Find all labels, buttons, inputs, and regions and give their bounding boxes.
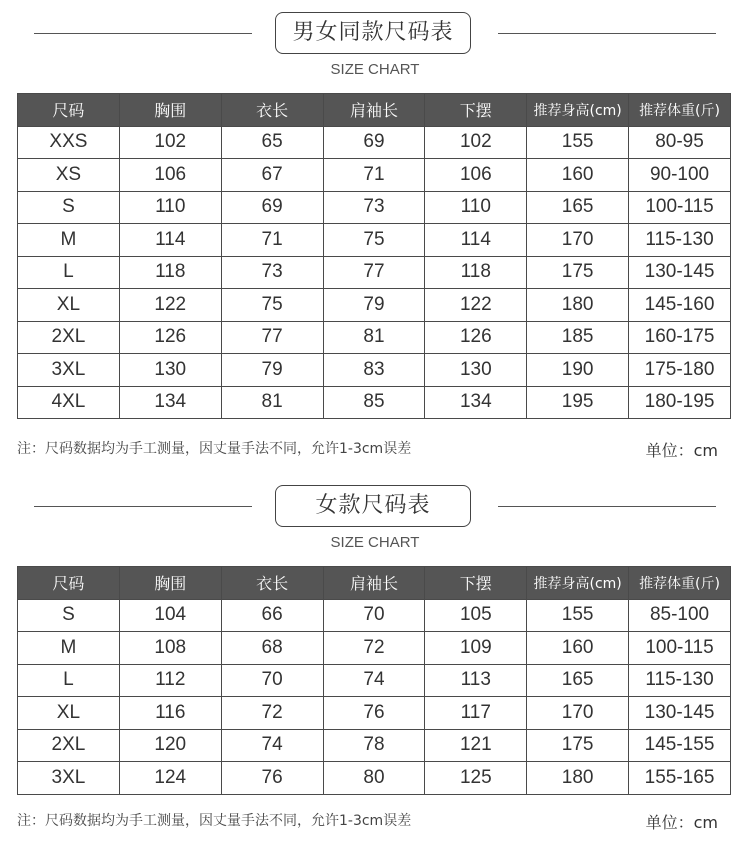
cell-weight: 90-100 [629,159,731,192]
table-row [18,126,731,159]
size-table [17,566,731,795]
cell-length: 65 [221,126,323,159]
cell-weight: 80-95 [629,126,731,159]
cell-size: S [18,599,120,632]
cell-weight: 100-115 [629,632,731,665]
cell-size: XL [18,289,120,322]
cell-weight: 115-130 [629,664,731,697]
cell-length: 67 [221,159,323,192]
table-row [18,386,731,419]
measurement-note: 注：尺码数据均为手工测量，因丈量手法不同，允许1-3cm误差 [17,813,412,829]
column-header-length: 衣长 [221,94,323,127]
cell-chest: 102 [119,126,221,159]
column-header-weight: 推荐体重(斤) [629,94,731,127]
unit-label: 单位：cm [645,441,718,460]
cell-length: 73 [221,256,323,289]
cell-chest: 110 [119,191,221,224]
chart-title-row [0,485,750,529]
cell-height: 180 [527,289,629,322]
chart-title: 男女同款尺码表 [275,12,471,54]
column-header-chest: 胸围 [119,567,221,600]
cell-weight: 160-175 [629,321,731,354]
cell-length: 81 [221,386,323,419]
cell-size: S [18,191,120,224]
cell-height: 160 [527,632,629,665]
cell-size: XXS [18,126,120,159]
column-header-size: 尺码 [18,567,120,600]
cell-shoulder-sleeve: 83 [323,354,425,387]
cell-weight: 130-145 [629,697,731,730]
measurement-note: 注：尺码数据均为手工测量，因丈量手法不同，允许1-3cm误差 [17,441,412,457]
cell-shoulder-sleeve: 69 [323,126,425,159]
cell-shoulder-sleeve: 79 [323,289,425,322]
cell-shoulder-sleeve: 74 [323,664,425,697]
title-divider-right [498,506,716,507]
cell-height: 170 [527,697,629,730]
cell-hem: 126 [425,321,527,354]
cell-weight: 145-160 [629,289,731,322]
title-divider-left [34,506,252,507]
column-header-height: 推荐身高(cm) [527,94,629,127]
cell-length: 75 [221,289,323,322]
cell-size: XL [18,697,120,730]
cell-size: XS [18,159,120,192]
cell-chest: 104 [119,599,221,632]
cell-chest: 114 [119,224,221,257]
cell-weight: 175-180 [629,354,731,387]
table-header-row [18,567,731,600]
table-row [18,762,731,795]
cell-size: 4XL [18,386,120,419]
cell-height: 175 [527,729,629,762]
cell-weight: 180-195 [629,386,731,419]
cell-height: 175 [527,256,629,289]
table-row [18,159,731,192]
cell-hem: 113 [425,664,527,697]
cell-chest: 124 [119,762,221,795]
chart-title-row [0,12,750,56]
cell-hem: 114 [425,224,527,257]
column-header-shoulder-sleeve: 肩袖长 [323,94,425,127]
table-row [18,289,731,322]
cell-chest: 134 [119,386,221,419]
column-header-hem: 下摆 [425,94,527,127]
cell-size: 2XL [18,321,120,354]
cell-length: 69 [221,191,323,224]
cell-shoulder-sleeve: 73 [323,191,425,224]
cell-chest: 108 [119,632,221,665]
cell-chest: 112 [119,664,221,697]
cell-length: 70 [221,664,323,697]
cell-weight: 145-155 [629,729,731,762]
cell-shoulder-sleeve: 75 [323,224,425,257]
cell-size: 3XL [18,762,120,795]
cell-chest: 116 [119,697,221,730]
size-table [17,93,731,419]
cell-hem: 125 [425,762,527,795]
cell-height: 190 [527,354,629,387]
cell-shoulder-sleeve: 70 [323,599,425,632]
cell-size: L [18,256,120,289]
cell-chest: 118 [119,256,221,289]
cell-height: 180 [527,762,629,795]
cell-length: 66 [221,599,323,632]
cell-size: L [18,664,120,697]
cell-length: 76 [221,762,323,795]
title-divider-right [498,33,716,34]
table-row [18,632,731,665]
title-divider-left [34,33,252,34]
cell-shoulder-sleeve: 78 [323,729,425,762]
cell-shoulder-sleeve: 77 [323,256,425,289]
unit-label: 单位：cm [645,813,718,832]
cell-hem: 118 [425,256,527,289]
cell-hem: 102 [425,126,527,159]
column-header-weight: 推荐体重(斤) [629,567,731,600]
cell-size: M [18,224,120,257]
table-row [18,729,731,762]
table-header-row [18,94,731,127]
cell-weight: 130-145 [629,256,731,289]
cell-height: 155 [527,126,629,159]
cell-hem: 122 [425,289,527,322]
cell-height: 165 [527,191,629,224]
cell-chest: 130 [119,354,221,387]
table-row [18,664,731,697]
cell-weight: 155-165 [629,762,731,795]
cell-weight: 100-115 [629,191,731,224]
cell-chest: 120 [119,729,221,762]
cell-chest: 122 [119,289,221,322]
table-row [18,321,731,354]
cell-hem: 110 [425,191,527,224]
table-row [18,191,731,224]
cell-length: 72 [221,697,323,730]
cell-shoulder-sleeve: 72 [323,632,425,665]
cell-length: 71 [221,224,323,257]
cell-weight: 115-130 [629,224,731,257]
table-row [18,224,731,257]
cell-hem: 134 [425,386,527,419]
column-header-size: 尺码 [18,94,120,127]
chart-subtitle: SIZE CHART [330,534,420,551]
cell-hem: 121 [425,729,527,762]
table-row [18,599,731,632]
cell-hem: 109 [425,632,527,665]
chart-title: 女款尺码表 [275,485,471,527]
cell-weight: 85-100 [629,599,731,632]
cell-shoulder-sleeve: 85 [323,386,425,419]
table-row [18,256,731,289]
cell-hem: 105 [425,599,527,632]
cell-height: 165 [527,664,629,697]
cell-height: 170 [527,224,629,257]
cell-hem: 106 [425,159,527,192]
cell-size: M [18,632,120,665]
cell-shoulder-sleeve: 76 [323,697,425,730]
cell-length: 77 [221,321,323,354]
cell-hem: 130 [425,354,527,387]
cell-chest: 126 [119,321,221,354]
cell-height: 185 [527,321,629,354]
cell-shoulder-sleeve: 81 [323,321,425,354]
table-row [18,354,731,387]
cell-shoulder-sleeve: 80 [323,762,425,795]
cell-size: 3XL [18,354,120,387]
cell-length: 74 [221,729,323,762]
column-header-length: 衣长 [221,567,323,600]
column-header-shoulder-sleeve: 肩袖长 [323,567,425,600]
cell-shoulder-sleeve: 71 [323,159,425,192]
cell-height: 160 [527,159,629,192]
cell-length: 79 [221,354,323,387]
cell-length: 68 [221,632,323,665]
chart-subtitle: SIZE CHART [330,61,420,78]
table-row [18,697,731,730]
cell-hem: 117 [425,697,527,730]
column-header-height: 推荐身高(cm) [527,567,629,600]
cell-chest: 106 [119,159,221,192]
cell-height: 155 [527,599,629,632]
column-header-hem: 下摆 [425,567,527,600]
cell-size: 2XL [18,729,120,762]
cell-height: 195 [527,386,629,419]
column-header-chest: 胸围 [119,94,221,127]
